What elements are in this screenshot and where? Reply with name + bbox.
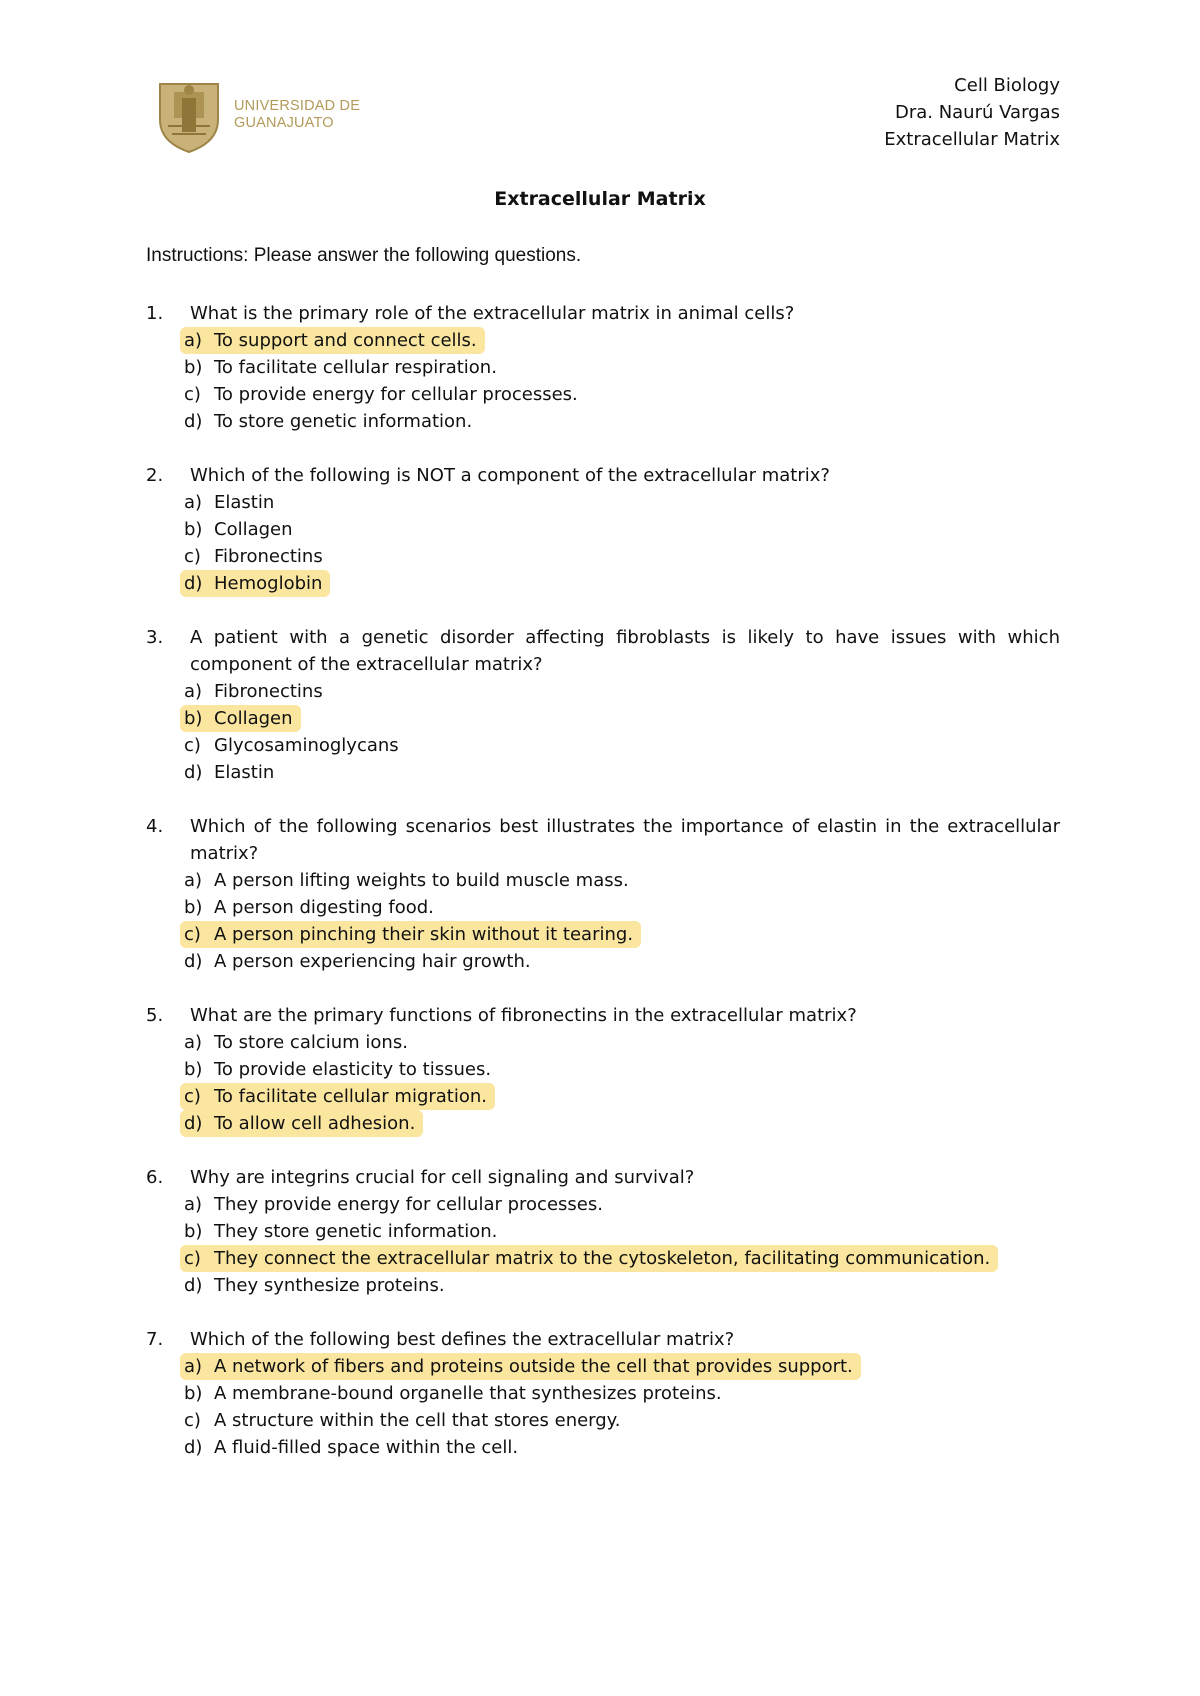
option-text: A person digesting food. — [214, 897, 434, 918]
answer-option — [184, 327, 1060, 354]
answer-option — [184, 759, 1060, 786]
topic-name: Extracellular Matrix — [884, 129, 1060, 150]
option-text: To provide elasticity to tissues. — [214, 1059, 492, 1080]
answer-option — [184, 867, 1060, 894]
answer-option — [184, 1434, 1060, 1461]
option-letter: a) — [184, 681, 203, 702]
option-letter: b) — [184, 1059, 203, 1080]
answer-option — [184, 678, 1060, 705]
question-number: 4. — [146, 816, 164, 837]
answer-content — [184, 1380, 722, 1407]
question-number: 1. — [146, 303, 164, 324]
question-text: Which of the following best defines the extracellular matrix? — [190, 1329, 735, 1350]
answer-content — [184, 732, 399, 759]
option-text: Fibronectins — [214, 546, 323, 567]
option-text: Elastin — [214, 492, 275, 513]
option-letter: c) — [184, 1410, 201, 1431]
option-letter: d) — [184, 762, 203, 783]
option-text: A person lifting weights to build muscle mass. — [214, 870, 629, 891]
option-letter: c) — [184, 384, 201, 405]
answer-content — [184, 543, 323, 570]
highlighted-answer — [180, 921, 641, 948]
option-text: To support and connect cells. — [214, 330, 477, 351]
option-letter: b) — [184, 1383, 203, 1404]
question-row — [146, 813, 1060, 867]
answer-option — [184, 1191, 1060, 1218]
option-text: Fibronectins — [214, 681, 323, 702]
option-text: To facilitate cellular respiration. — [214, 357, 497, 378]
question-row — [146, 624, 1060, 678]
option-text: They provide energy for cellular processes. — [214, 1194, 603, 1215]
option-letter: b) — [184, 1221, 203, 1242]
answer-content — [184, 1434, 518, 1461]
document-header — [884, 72, 1060, 153]
page-title: Extracellular Matrix — [494, 188, 706, 210]
question-number: 2. — [146, 465, 164, 486]
question-number: 5. — [146, 1005, 164, 1026]
option-text: A structure within the cell that stores energy. — [214, 1410, 621, 1431]
answer-option — [184, 948, 1060, 975]
option-letter: c) — [184, 924, 201, 945]
answer-option — [184, 570, 1060, 597]
option-text: They synthesize proteins. — [214, 1275, 445, 1296]
option-letter: b) — [184, 357, 203, 378]
answer-option — [184, 705, 1060, 732]
option-text: To provide energy for cellular processes. — [214, 384, 578, 405]
answer-option — [184, 1029, 1060, 1056]
question-4 — [146, 813, 1060, 975]
answer-content — [184, 489, 274, 516]
answer-option — [184, 1056, 1060, 1083]
option-text: A fluid-filled space within the cell. — [214, 1437, 519, 1458]
answer-option — [184, 1245, 1060, 1272]
answer-content — [184, 354, 497, 381]
answer-content — [184, 381, 578, 408]
highlighted-answer — [180, 327, 485, 354]
university-logo — [154, 76, 360, 154]
option-letter: d) — [184, 573, 203, 594]
answer-content — [184, 516, 293, 543]
option-letter: a) — [184, 1032, 203, 1053]
question-row — [146, 1164, 1060, 1191]
option-letter: c) — [184, 546, 201, 567]
question-text: Which of the following is NOT a component of the extracellular matrix? — [190, 465, 830, 486]
answer-option — [184, 354, 1060, 381]
answer-content — [184, 1029, 408, 1056]
highlighted-answer — [180, 1245, 998, 1272]
option-text: A person experiencing hair growth. — [214, 951, 531, 972]
logo-text-line1: UNIVERSIDAD DE — [234, 98, 361, 114]
question-list — [146, 300, 1060, 1488]
highlighted-answer — [180, 705, 301, 732]
answer-option — [184, 921, 1060, 948]
option-letter: b) — [184, 708, 203, 729]
answer-option — [184, 489, 1060, 516]
answer-content — [184, 948, 531, 975]
answer-content — [184, 759, 274, 786]
question-1 — [146, 300, 1060, 435]
answer-content — [184, 867, 629, 894]
question-row — [146, 462, 1060, 489]
instructor-name: Dra. Naurú Vargas — [894, 102, 1060, 123]
logo-text-line2: GUANAJUATO — [234, 115, 334, 131]
answer-option — [184, 408, 1060, 435]
answer-option — [184, 381, 1060, 408]
answer-content — [184, 408, 472, 435]
university-crest-icon — [154, 76, 224, 154]
question-text: What are the primary functions of fibronectins in the extracellular matrix? — [190, 1005, 857, 1026]
answer-content — [184, 1407, 621, 1434]
answer-option — [184, 1272, 1060, 1299]
answer-content — [184, 1272, 445, 1299]
answer-option — [184, 1380, 1060, 1407]
option-letter: d) — [184, 1275, 203, 1296]
answer-content — [184, 894, 434, 921]
option-letter: d) — [184, 1113, 203, 1134]
option-text: To allow cell adhesion. — [214, 1113, 416, 1134]
option-text: Glycosaminoglycans — [214, 735, 399, 756]
option-text: They store genetic information. — [214, 1221, 498, 1242]
highlighted-answer — [180, 570, 330, 597]
option-text: They connect the extracellular matrix to the cytoskeleton, facilitating communication. — [214, 1248, 991, 1269]
question-7 — [146, 1326, 1060, 1461]
instructions-text: Instructions: Please answer the following questions. — [146, 245, 582, 266]
question-number: 6. — [146, 1167, 164, 1188]
answer-option — [184, 516, 1060, 543]
option-letter: b) — [184, 897, 203, 918]
option-letter: c) — [184, 735, 201, 756]
option-letter: d) — [184, 1437, 203, 1458]
highlighted-answer — [180, 1083, 495, 1110]
question-text: A patient with a genetic disorder affecting fibroblasts is likely to have issues with which component of the extracellular matrix? — [190, 627, 1060, 675]
question-text: What is the primary role of the extracellular matrix in animal cells? — [190, 303, 795, 324]
answer-option — [184, 543, 1060, 570]
question-row — [146, 300, 1060, 327]
option-text: Collagen — [214, 708, 293, 729]
answer-option — [184, 1083, 1060, 1110]
question-6 — [146, 1164, 1060, 1299]
answer-option — [184, 1407, 1060, 1434]
question-number: 3. — [146, 627, 164, 648]
answer-option — [184, 1218, 1060, 1245]
option-text: Hemoglobin — [214, 573, 323, 594]
highlighted-answer — [180, 1353, 861, 1380]
option-letter: c) — [184, 1248, 201, 1269]
option-text: To store calcium ions. — [214, 1032, 408, 1053]
highlighted-answer — [180, 1110, 423, 1137]
option-letter: a) — [184, 870, 203, 891]
question-row — [146, 1326, 1060, 1353]
answer-content — [184, 1191, 603, 1218]
question-number: 7. — [146, 1329, 164, 1350]
answer-option — [184, 732, 1060, 759]
option-letter: a) — [184, 1356, 203, 1377]
course-name: Cell Biology — [954, 75, 1060, 96]
option-letter: a) — [184, 492, 203, 513]
option-letter: a) — [184, 330, 203, 351]
option-text: Elastin — [214, 762, 275, 783]
answer-option — [184, 1110, 1060, 1137]
option-letter: c) — [184, 1086, 201, 1107]
question-5 — [146, 1002, 1060, 1137]
option-text: A network of fibers and proteins outside the cell that provides support. — [214, 1356, 853, 1377]
option-letter: a) — [184, 1194, 203, 1215]
option-letter: d) — [184, 411, 203, 432]
option-text: Collagen — [214, 519, 293, 540]
option-text: A membrane-bound organelle that synthesizes proteins. — [214, 1383, 722, 1404]
option-text: A person pinching their skin without it tearing. — [214, 924, 634, 945]
option-letter: b) — [184, 519, 203, 540]
question-3 — [146, 624, 1060, 786]
answer-content — [184, 1218, 497, 1245]
option-text: To store genetic information. — [214, 411, 473, 432]
answer-content — [184, 678, 323, 705]
option-text: To facilitate cellular migration. — [214, 1086, 488, 1107]
answer-option — [184, 894, 1060, 921]
answer-content — [184, 1056, 491, 1083]
option-letter: d) — [184, 951, 203, 972]
question-text: Why are integrins crucial for cell signaling and survival? — [190, 1167, 695, 1188]
question-row — [146, 1002, 1060, 1029]
answer-option — [184, 1353, 1060, 1380]
question-2 — [146, 462, 1060, 597]
question-text: Which of the following scenarios best illustrates the importance of elastin in the extracellular matrix? — [190, 816, 1060, 864]
